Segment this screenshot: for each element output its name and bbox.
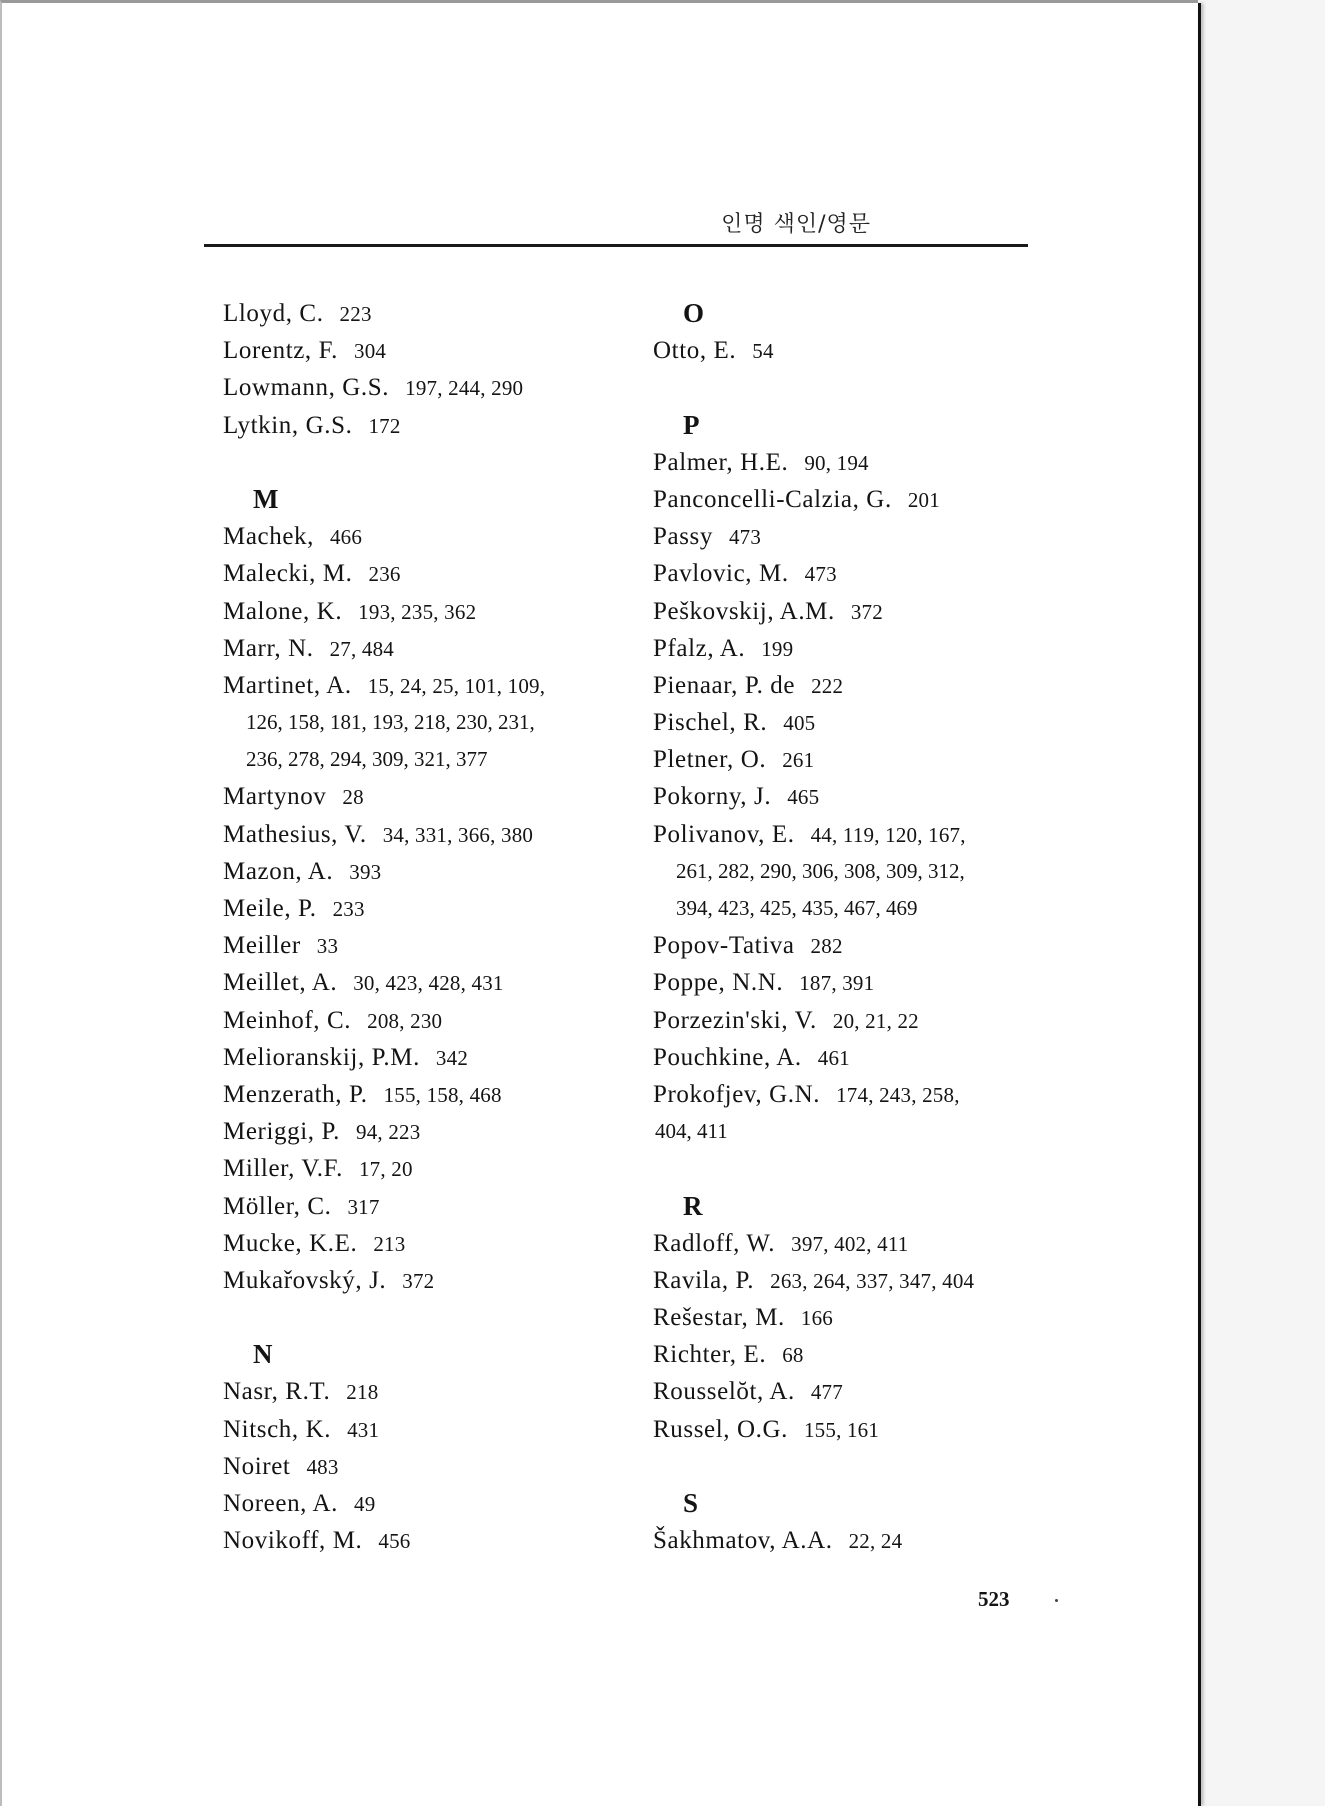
entry-name: Peškovskij, A.M.: [653, 597, 835, 625]
index-entry: [223, 778, 643, 815]
index-entry: [223, 1411, 643, 1448]
index-entry: [653, 332, 1053, 369]
entry-pages: 405: [783, 711, 816, 736]
scan-speck: [1055, 1599, 1058, 1602]
entry-name: Pavlovic, M.: [653, 560, 789, 588]
index-entry: [653, 1225, 1053, 1262]
index-entry: [223, 1448, 643, 1485]
entry-pages: 193, 235, 362: [358, 599, 477, 624]
entry-pages: 199: [761, 636, 794, 661]
entry-pages: 466: [329, 525, 363, 550]
index-entry: [223, 1076, 643, 1113]
index-entry: [223, 1522, 643, 1559]
entry-pages: 22, 24: [848, 1529, 903, 1554]
index-entry: [653, 481, 1053, 518]
index-entry: [653, 1039, 1053, 1076]
index-entry: [223, 369, 643, 406]
entry-pages: 304: [354, 339, 387, 364]
entry-name: Möller, C.: [223, 1192, 332, 1220]
entry-name: Ravila, P.: [653, 1266, 755, 1294]
entry-name: Rešestar, M.: [653, 1304, 785, 1332]
letter-heading: M: [253, 483, 279, 514]
blank-line: [653, 1150, 1053, 1187]
entry-name: Meriggi, P.: [223, 1118, 341, 1146]
index-entry: [653, 1002, 1053, 1039]
index-entry: [653, 741, 1053, 778]
entry-pages: 166: [800, 1306, 833, 1331]
entry-name: Pletner, O.: [653, 746, 767, 774]
page-number: 523: [978, 1587, 1010, 1611]
entry-name: Marr, N.: [223, 634, 314, 662]
index-entry: [223, 518, 643, 555]
entry-pages: 34, 331, 366, 380: [382, 822, 534, 847]
entry-pages: 477: [810, 1380, 843, 1405]
index-entry: [653, 1373, 1053, 1410]
entry-name: Melioranskij, P.M.: [223, 1043, 420, 1071]
entry-name: Passy: [653, 523, 713, 551]
index-entry: [653, 1262, 1053, 1299]
index-entry: [653, 1336, 1053, 1373]
index-entry: [223, 555, 643, 592]
entry-name: Lloyd, C.: [223, 300, 324, 327]
entry-name: Palmer, H.E.: [653, 448, 789, 476]
index-entry: [653, 1522, 1053, 1559]
entry-pages: 94, 223: [356, 1120, 421, 1145]
entry-pages: 342: [435, 1045, 469, 1070]
index-entry: [223, 1039, 643, 1076]
entry-pages: 201: [907, 487, 940, 512]
entry-name: Novikoff, M.: [223, 1527, 363, 1555]
entry-name: Russel, O.G.: [653, 1415, 788, 1443]
entry-pages-continued: 404, 411: [655, 1119, 728, 1144]
index-entry: [223, 593, 643, 630]
entry-name: Lowmann, G.S.: [223, 374, 390, 402]
entry-pages: 397, 402, 411: [791, 1231, 909, 1256]
index-entry: [653, 667, 1053, 704]
entry-name: Radloff, W.: [653, 1229, 776, 1257]
entry-name: Mathesius, V.: [223, 820, 367, 848]
index-column-right: [653, 295, 1053, 1559]
index-entry: [223, 853, 643, 890]
blank-line: [223, 444, 643, 481]
entry-pages: 90, 194: [804, 450, 869, 475]
entry-pages: 282: [810, 934, 843, 959]
index-entry: [223, 927, 643, 964]
entry-pages: 20, 21, 22: [832, 1008, 919, 1033]
index-entry: [653, 555, 1053, 592]
entry-name: Martynov: [223, 783, 327, 811]
entry-name: Mazon, A.: [223, 857, 334, 885]
index-entry: [223, 295, 643, 332]
entry-pages: 44, 119, 120, 167,: [810, 822, 966, 847]
entry-pages: 54: [752, 339, 774, 364]
entry-name: Meile, P.: [223, 895, 317, 922]
entry-name: Polivanov, E.: [653, 820, 795, 848]
entry-name: Meiller: [223, 932, 301, 960]
index-entry: [223, 1225, 643, 1262]
entry-name: Lytkin, G.S.: [223, 411, 353, 439]
entry-pages-continued: 261, 282, 290, 306, 308, 309, 312,: [676, 858, 965, 883]
entry-pages: 431: [347, 1417, 380, 1442]
letter-heading: N: [253, 1339, 273, 1370]
entry-name: Otto, E.: [653, 337, 737, 365]
entry-pages: 172: [368, 413, 401, 438]
index-entry: [653, 1299, 1053, 1336]
entry-pages: 28: [342, 785, 364, 810]
entry-pages: 393: [349, 859, 382, 884]
entry-pages-continued: 126, 158, 181, 193, 218, 230, 231,: [246, 710, 535, 735]
entry-pages: 222: [811, 673, 844, 698]
index-entry: [653, 704, 1053, 741]
entry-name: Meinhof, C.: [223, 1006, 352, 1034]
entry-name: Panconcelli-Calzia, G.: [653, 485, 892, 513]
entry-pages: 456: [378, 1529, 411, 1554]
entry-pages: 155, 158, 468: [383, 1082, 502, 1107]
entry-name: Prokofjev, G.N.: [653, 1080, 821, 1108]
entry-pages: 68: [782, 1343, 804, 1368]
entry-name: Pfalz, A.: [653, 634, 746, 662]
entry-name: Lorentz, F.: [223, 337, 338, 365]
entry-name: Šakhmatov, A.A.: [653, 1527, 833, 1555]
index-entry: [223, 1002, 643, 1039]
blank-line: [653, 1448, 1053, 1485]
index-entry: [653, 1076, 1053, 1113]
index-entry: [653, 630, 1053, 667]
index-entry: [653, 593, 1053, 630]
entry-pages: 223: [339, 302, 372, 326]
entry-pages: 261: [782, 748, 815, 773]
entry-pages: 218: [346, 1380, 379, 1405]
entry-pages: 461: [817, 1045, 850, 1070]
index-entry: [223, 332, 643, 369]
index-entry: [223, 964, 643, 1001]
entry-name: Poppe, N.N.: [653, 969, 784, 997]
entry-name: Mucke, K.E.: [223, 1229, 358, 1257]
entry-pages: 236: [368, 562, 401, 587]
entry-name: Noreen, A.: [223, 1490, 338, 1517]
entry-pages: 155, 161: [803, 1417, 880, 1442]
entry-name: Noiret: [223, 1452, 291, 1480]
entry-name: Nasr, R.T.: [223, 1378, 331, 1406]
entry-pages-continued: 236, 278, 294, 309, 321, 377: [246, 747, 488, 772]
entry-name: Menzerath, P.: [223, 1080, 368, 1108]
index-entry: [653, 1411, 1053, 1448]
letter-heading: P: [683, 409, 700, 440]
index-entry: [223, 890, 643, 927]
entry-name: Pischel, R.: [653, 709, 768, 737]
index-entry: [223, 407, 643, 444]
index-column-left: [223, 295, 643, 1559]
index-entry: [223, 1113, 643, 1150]
entry-pages: 27, 484: [329, 636, 394, 661]
entry-name: Martinet, A.: [223, 671, 352, 699]
entry-pages: 30, 423, 428, 431: [353, 971, 504, 996]
index-entry: [223, 630, 643, 667]
blank-line: [653, 369, 1053, 406]
entry-name: Nitsch, K.: [223, 1415, 332, 1443]
index-entry: [223, 1373, 643, 1410]
entry-pages: 174, 243, 258,: [836, 1082, 960, 1107]
entry-name: Richter, E.: [653, 1341, 767, 1369]
entry-pages: 483: [306, 1454, 339, 1479]
entry-pages: 263, 264, 337, 347, 404: [770, 1268, 975, 1293]
entry-name: Popov-Tativa: [653, 932, 795, 960]
entry-pages: 187, 391: [799, 971, 875, 996]
entry-name: Machek,: [223, 523, 314, 551]
entry-name: Porzezin'ski, V.: [653, 1006, 817, 1034]
entry-name: Miller, V.F.: [223, 1155, 343, 1183]
entry-pages: 317: [347, 1194, 380, 1219]
letter-heading: S: [683, 1488, 699, 1518]
entry-pages: 213: [373, 1231, 406, 1256]
index-entry: [653, 927, 1053, 964]
index-entry: [653, 964, 1053, 1001]
entry-pages-continued: 394, 423, 425, 435, 467, 469: [676, 896, 918, 920]
entry-pages: 49: [354, 1492, 376, 1516]
entry-pages: 372: [850, 599, 883, 624]
entry-pages: 372: [402, 1268, 435, 1293]
entry-name: Rousselŏt, A.: [653, 1378, 795, 1406]
letter-heading: O: [683, 298, 705, 328]
blank-line: [223, 1299, 643, 1336]
index-entry: [653, 816, 1053, 853]
entry-pages: 473: [728, 525, 762, 550]
index-entry: [223, 1150, 643, 1187]
entry-name: Meillet, A.: [223, 969, 338, 997]
entry-pages: 233: [332, 897, 365, 921]
entry-pages: 197, 244, 290: [405, 376, 524, 401]
entry-name: Pienaar, P. de: [653, 671, 796, 699]
index-entry: [223, 816, 643, 853]
index-entry: [223, 1188, 643, 1225]
entry-name: Malecki, M.: [223, 560, 353, 588]
entry-pages: 17, 20: [358, 1157, 413, 1182]
index-entry: [223, 1485, 643, 1522]
entry-pages: 465: [787, 785, 820, 810]
entry-pages: 33: [316, 934, 339, 959]
index-entry: [223, 1262, 643, 1299]
running-head: 인명 색인/영문: [721, 212, 871, 237]
index-entry: [653, 778, 1053, 815]
entry-pages: 208, 230: [367, 1008, 443, 1033]
entry-pages: 473: [804, 562, 837, 587]
entry-name: Mukařovský, J.: [223, 1266, 387, 1294]
entry-name: Pouchkine, A.: [653, 1043, 802, 1071]
entry-name: Pokorny, J.: [653, 783, 772, 811]
index-entry: [223, 667, 643, 704]
letter-heading: R: [683, 1190, 703, 1221]
index-entry: [653, 444, 1053, 481]
page-edge: [1198, 3, 1201, 1806]
entry-pages: 15, 24, 25, 101, 109,: [367, 673, 546, 698]
entry-name: Malone, K.: [223, 597, 343, 625]
header-rule: [204, 244, 1028, 247]
index-entry: [653, 518, 1053, 555]
